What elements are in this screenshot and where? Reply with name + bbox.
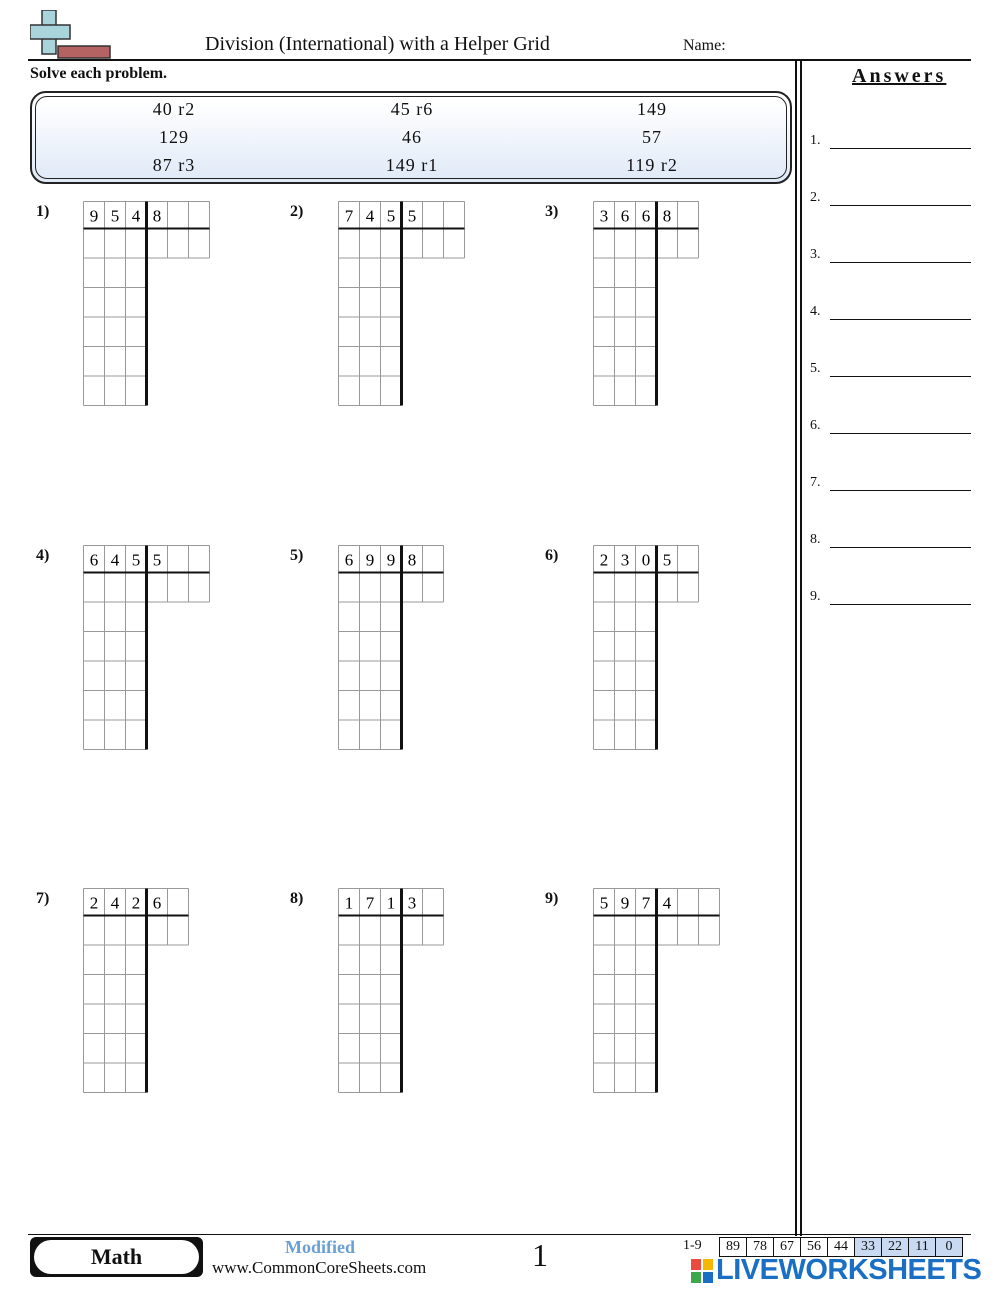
answer-number: 8. (810, 532, 821, 547)
score-cell: 78 (746, 1237, 774, 1257)
instructions: Solve each problem. (30, 65, 168, 82)
problem-8-grid[interactable] (337, 887, 469, 1099)
dividend-digit: 9 (386, 550, 396, 570)
site-url[interactable]: www.CommonCoreSheets.com (212, 1258, 427, 1277)
divisor-digit: 3 (407, 893, 417, 913)
answer-row (810, 190, 972, 206)
bank-item: 149 r1 (385, 155, 439, 175)
problem-4-label: 4) (36, 547, 50, 564)
answer-number: 5. (810, 361, 821, 376)
answers-heading: Answers (852, 65, 947, 87)
bank-item: 119 r2 (626, 155, 678, 175)
dividend-digit: 2 (599, 550, 609, 570)
bank-item: 57 (642, 127, 662, 147)
dividend-digit: 4 (365, 206, 375, 226)
score-cell: 89 (719, 1237, 747, 1257)
answer-column-divider-inner (800, 60, 802, 1236)
dividend-digit: 4 (131, 206, 141, 226)
divisor-digit: 5 (662, 550, 672, 570)
answer-number: 6. (810, 418, 821, 433)
score-range-label: 1-9 (683, 1238, 702, 1253)
answer-row (810, 133, 972, 149)
problem-2-grid[interactable] (337, 200, 469, 412)
problem-7-grid[interactable] (82, 887, 214, 1099)
dividend-digit: 9 (620, 893, 630, 913)
answer-number: 7. (810, 475, 821, 490)
dividend-digit: 6 (89, 550, 99, 570)
bank-item: 46 (402, 127, 422, 147)
answer-blank[interactable] (830, 547, 971, 548)
page-title: Division (International) with a Helper Grid (205, 33, 550, 55)
problem-5-label: 5) (290, 547, 304, 564)
answer-column-divider (795, 60, 797, 1236)
problem-6-grid[interactable] (592, 544, 724, 756)
answer-number: 3. (810, 247, 821, 262)
answer-blank[interactable] (830, 490, 971, 491)
answer-row (810, 589, 972, 605)
score-cell: 56 (800, 1237, 828, 1257)
problem-9-grid[interactable] (592, 887, 724, 1099)
answer-number: 2. (810, 190, 821, 205)
divisor-digit: 8 (407, 550, 417, 570)
dividend-digit: 7 (344, 206, 354, 226)
dividend-digit: 2 (89, 893, 99, 913)
dividend-digit: 5 (131, 550, 141, 570)
answer-row (810, 361, 972, 377)
problem-3-label: 3) (545, 203, 559, 220)
footer-divider (28, 1234, 971, 1235)
answer-row (810, 418, 972, 434)
answer-row (810, 247, 972, 263)
dividend-digit: 2 (131, 893, 141, 913)
dividend-digit: 7 (365, 893, 375, 913)
score-cell: 22 (881, 1237, 909, 1257)
page-number: 1 (532, 1237, 548, 1273)
plus-logo-icon (30, 10, 112, 60)
problem-8-label: 8) (290, 890, 304, 907)
header-divider (28, 59, 971, 61)
answer-blank[interactable] (830, 148, 971, 149)
dividend-digit: 1 (344, 893, 354, 913)
score-cell: 33 (854, 1237, 882, 1257)
score-cell: 44 (827, 1237, 855, 1257)
problem-5-grid[interactable] (337, 544, 469, 756)
answer-blank[interactable] (830, 262, 971, 263)
dividend-digit: 0 (641, 550, 651, 570)
dividend-digit: 3 (599, 206, 609, 226)
divisor-digit: 5 (152, 550, 162, 570)
dividend-digit: 1 (386, 893, 396, 913)
dividend-digit: 6 (344, 550, 354, 570)
score-cell: 0 (935, 1237, 963, 1257)
dividend-digit: 6 (620, 206, 630, 226)
divisor-digit: 5 (407, 206, 417, 226)
subject-badge (30, 1237, 203, 1277)
score-cell: 11 (908, 1237, 936, 1257)
dividend-digit: 9 (89, 206, 99, 226)
dividend-digit: 5 (599, 893, 609, 913)
divisor-digit: 4 (662, 893, 672, 913)
bank-item: 149 (637, 99, 667, 119)
answer-bank (30, 91, 792, 184)
dividend-digit: 4 (110, 893, 120, 913)
problem-1-label: 1) (36, 203, 50, 220)
problem-4-grid[interactable] (82, 544, 214, 756)
bank-item: 87 r3 (152, 155, 196, 175)
name-label: Name: (683, 37, 726, 54)
problem-6-label: 6) (545, 547, 559, 564)
answer-number: 1. (810, 133, 821, 148)
problem-9-label: 9) (545, 890, 559, 907)
dividend-digit: 5 (110, 206, 120, 226)
dividend-digit: 4 (110, 550, 120, 570)
score-cell: 67 (773, 1237, 801, 1257)
bank-item: 129 (159, 127, 189, 147)
answer-number: 9. (810, 589, 821, 604)
problem-7-label: 7) (36, 890, 50, 907)
answer-number: 4. (810, 304, 821, 319)
dividend-digit: 3 (620, 550, 630, 570)
problem-1-grid[interactable] (82, 200, 214, 412)
answer-row (810, 475, 972, 491)
dividend-digit: 6 (641, 206, 651, 226)
bank-item: 45 r6 (390, 99, 434, 119)
answer-blank[interactable] (830, 604, 971, 605)
dividend-digit: 9 (365, 550, 375, 570)
divisor-digit: 8 (662, 206, 672, 226)
modified-label: Modified (285, 1237, 355, 1257)
bank-item: 40 r2 (152, 99, 196, 119)
answer-blank[interactable] (830, 205, 971, 206)
answer-blank[interactable] (830, 319, 971, 320)
subject-badge-label: Math (34, 1240, 199, 1274)
answer-blank[interactable] (830, 433, 971, 434)
liveworksheets-wordmark: LIVEWORKSHEETS (716, 1254, 982, 1286)
problem-3-grid[interactable] (592, 200, 724, 412)
blocks-icon (690, 1258, 714, 1284)
answer-row (810, 532, 972, 548)
dividend-digit: 7 (641, 893, 651, 913)
divisor-digit: 8 (152, 206, 162, 226)
divisor-digit: 6 (152, 893, 162, 913)
problem-2-label: 2) (290, 203, 304, 220)
liveworksheets-logo[interactable] (690, 1256, 980, 1286)
answer-blank[interactable] (830, 376, 971, 377)
dividend-digit: 5 (386, 206, 396, 226)
answer-row (810, 304, 972, 320)
